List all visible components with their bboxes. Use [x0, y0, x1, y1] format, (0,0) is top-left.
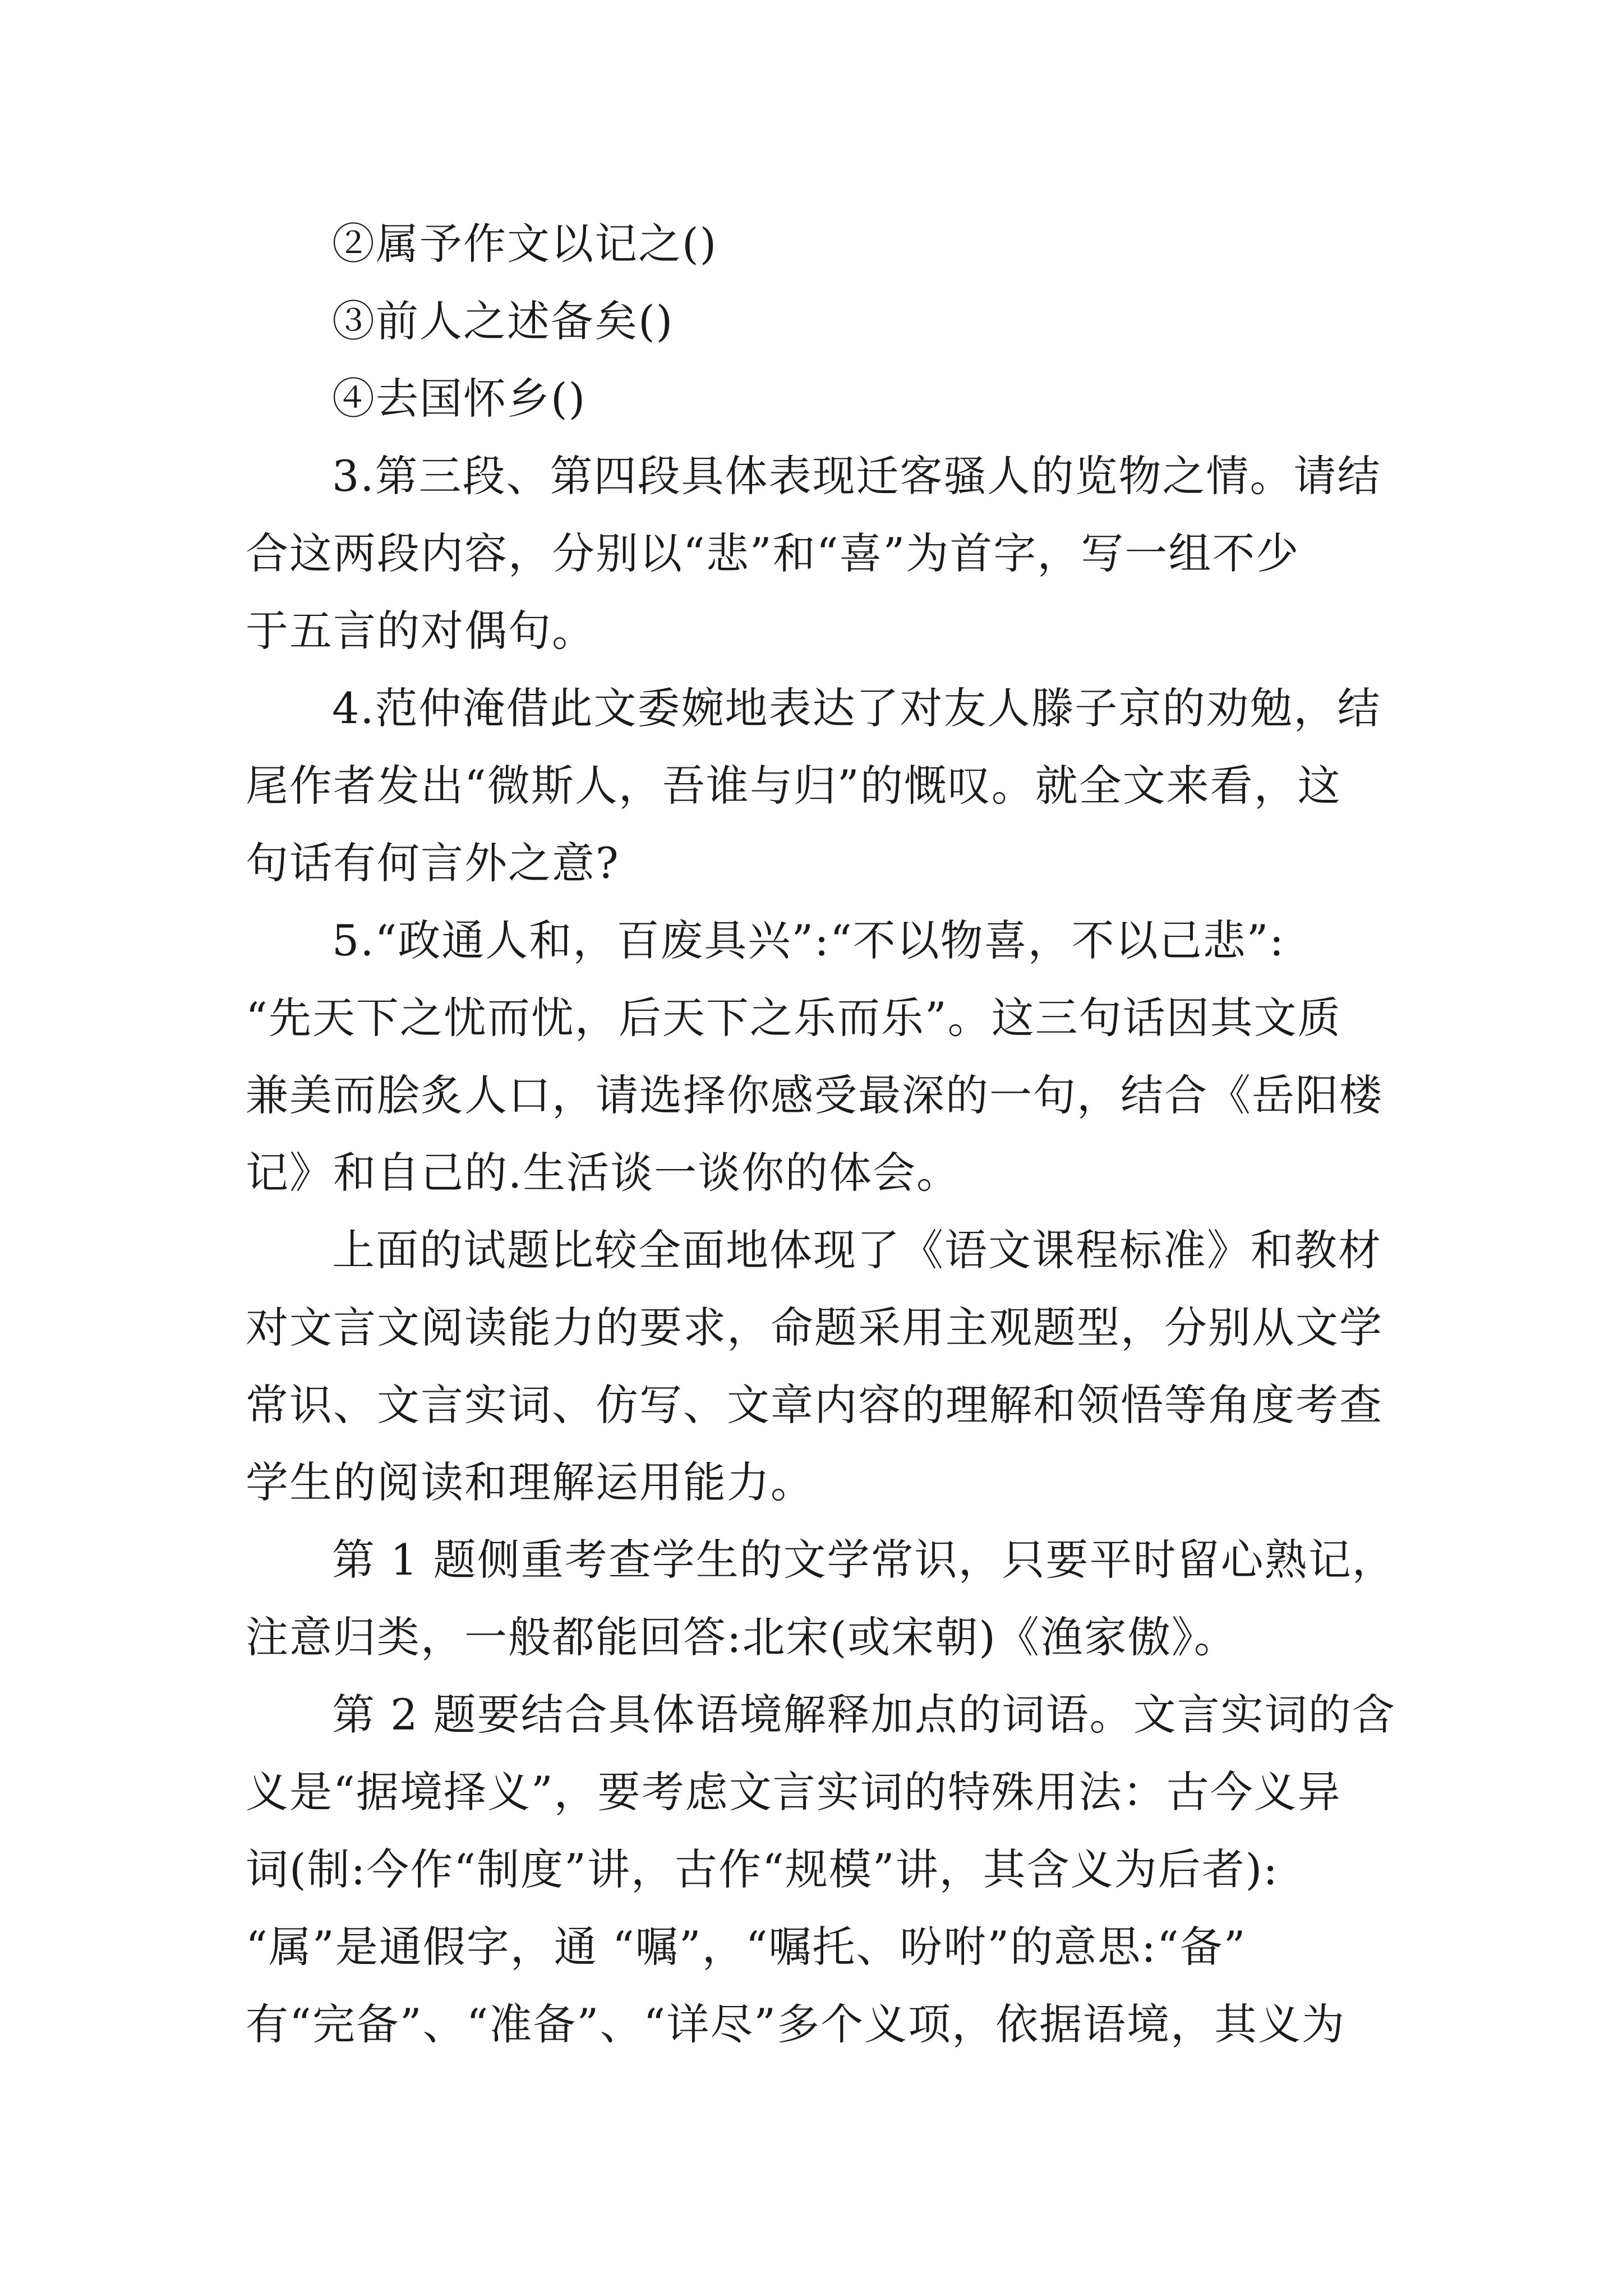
- paragraph-line: 词(制:今作“制度”讲，古作“规模”讲，其含义为后者):: [246, 1844, 1279, 1894]
- paragraph-line: 对文言文阅读能力的要求，命题采用主观题型，分别从文学: [246, 1303, 1383, 1352]
- paragraph-line: 第 1 题侧重考查学生的文学常识，只要平时留心熟记，: [332, 1535, 1396, 1585]
- paragraph-line: 注意归类，一般都能回答:北宋(或宋朝)《渔家傲》。: [246, 1612, 1238, 1662]
- paragraph-line: 常识、文言实词、仿写、文章内容的理解和领悟等角度考查: [246, 1380, 1383, 1430]
- paragraph-line: ③前人之述备矣(): [332, 296, 674, 346]
- paragraph-line: 4.范仲淹借此文委婉地表达了对友人滕子京的劝勉，结: [332, 683, 1381, 733]
- paragraph-line: 兼美而脍炙人口，请选择你感受最深的一句，结合《岳阳楼: [246, 1070, 1383, 1120]
- paragraph-line: “先天下之忧而忧，后天下之乐而乐”。这三句话因其文质: [246, 993, 1341, 1043]
- paragraph-line: “属”是通假字，通 “嘱”，“嘱托、吩咐”的意思:“备”: [246, 1922, 1247, 1972]
- paragraph-line: 上面的试题比较全面地体现了《语文课程标准》和教材: [332, 1225, 1382, 1275]
- paragraph-line: 句话有何言外之意?: [246, 838, 620, 888]
- paragraph-line: 有“完备”、“准备”、“详尽”多个义项，依据语境，其义为: [246, 1999, 1346, 2049]
- paragraph-line: 学生的阅读和理解运用能力。: [246, 1457, 814, 1507]
- paragraph-line: 3.第三段、第四段具体表现迁客骚人的览物之情。请结: [332, 451, 1381, 501]
- paragraph-line: 义是“据境择义”，要考虑文言实词的特殊用法：古今义异: [246, 1767, 1341, 1817]
- paragraph-line: 5.“政通人和，百废具兴”:“不以物喜，不以己悲”:: [332, 915, 1285, 965]
- paragraph-line: 尾作者发出“微斯人，吾谁与归”的慨叹。就全文来看，这: [246, 761, 1341, 811]
- paragraph-line: ②属予作文以记之(): [332, 219, 718, 269]
- paragraph-line: 合这两段内容，分别以“悲”和“喜”为首字，写一组不少: [246, 528, 1300, 578]
- paragraph-line: 于五言的对偶句。: [246, 606, 596, 656]
- paragraph-line: 第 2 题要结合具体语境解释加点的词语。文言实词的含: [332, 1690, 1396, 1740]
- paragraph-line: ④去国怀乡(): [332, 374, 587, 424]
- paragraph-line: 记》和自己的.生活谈一谈你的体会。: [246, 1148, 961, 1198]
